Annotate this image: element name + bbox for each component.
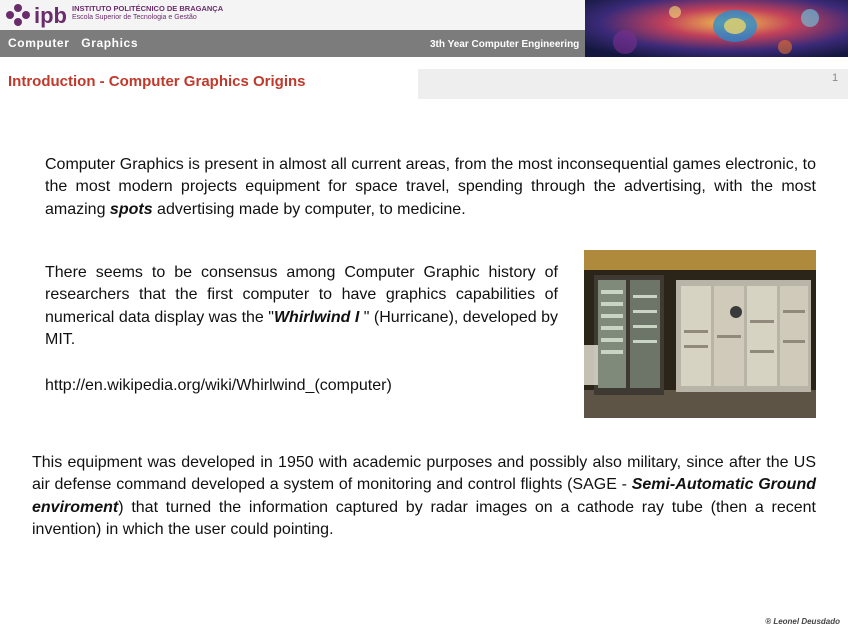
paragraph-sage-text-b: ) that turned the information captured by radar images on a cathode ray tube (then a recent invention) in which the user could pointing. [32,498,816,538]
logo-text: ipb [34,3,67,28]
slide-title: Introduction - Computer Graphics Origins [8,73,306,90]
paragraph-sage [32,452,816,541]
paragraph-whirlwind [45,262,558,351]
year-label: 3th Year Computer Engineering [430,39,580,50]
header-artwork [585,0,848,57]
emphasis-spots: spots [109,200,153,218]
wikipedia-link[interactable]: http://en.wikipedia.org/wiki/Whirlwind_(computer) [45,377,392,394]
paragraph-intro-text-a: Computer Graphics is present in almost all current areas, from the most inconsequential games electronic, to the most modern projects equipment for space travel, spending through the advertising, with the most amazing [45,156,816,218]
author-credit: ® Leonel Deusdado [765,617,840,626]
course-label: Computer Graphics [8,36,139,50]
paragraph-sage-text-a: This equipment was developed in 1950 with academic purposes and possibly also military, since after the US air defense command developed a system of monitoring and control flights (SAGE - [32,454,816,494]
whirlwind-computer-photo [584,250,816,418]
emphasis-sage: Semi-Automatic Ground enviroment [32,476,816,516]
institute-name: INSTITUTO POLITÉCNICO DE BRAGANÇA [72,4,224,13]
paragraph-intro [45,154,816,221]
paragraph-intro-text-b: advertising made by computer, to medicine. [152,200,466,218]
emphasis-whirlwind: Whirlwind I [273,308,360,326]
institute-subtitle: Escola Superior de Tecnologia e Gestão [72,14,197,21]
paragraph-whirlwind-text-b: " (Hurricane), developed by MIT. [45,308,558,348]
paragraph-whirlwind-text-a: There seems to be consensus among Computer Graphic history of researchers that the first computer to have graphics capabilities of numerical data display was the " [45,264,558,326]
slide-number: 1 [832,72,839,84]
